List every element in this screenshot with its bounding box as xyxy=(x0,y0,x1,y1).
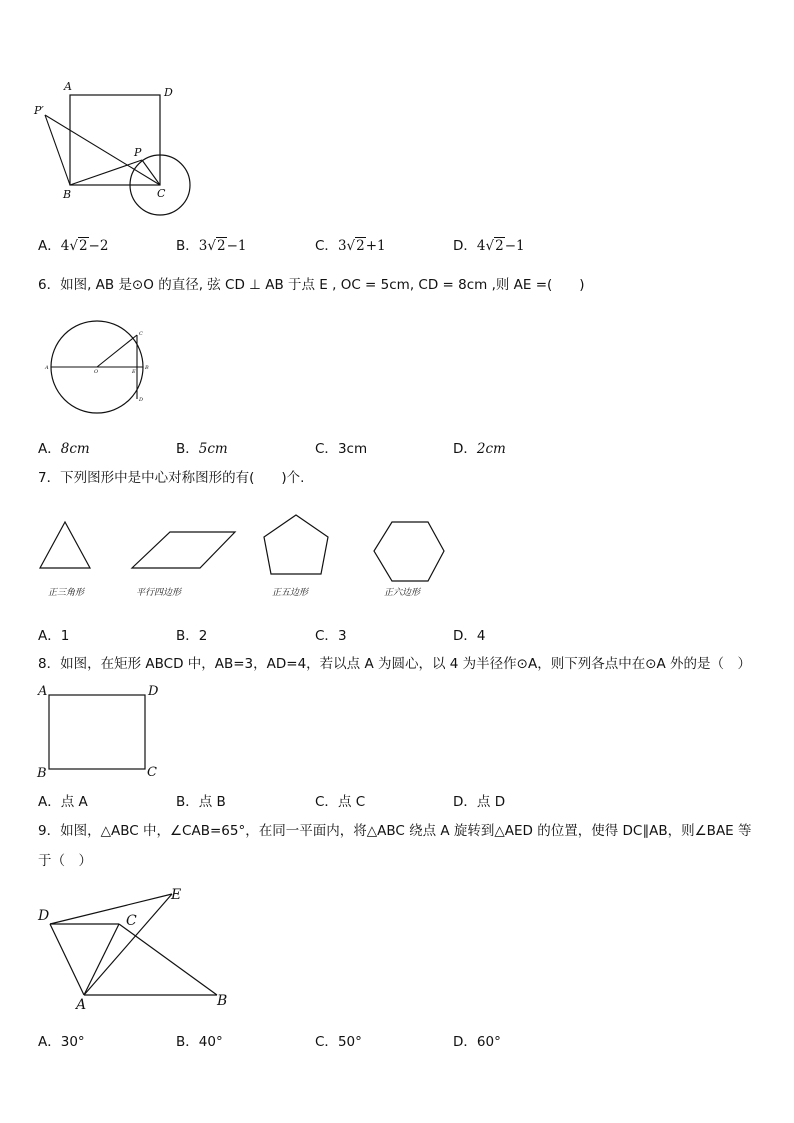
q8-label-a: A xyxy=(38,684,48,699)
q9-option-b[interactable] xyxy=(176,1030,223,1050)
q7-parallelogram-icon xyxy=(132,532,235,568)
option-letter: C． xyxy=(315,794,338,810)
q9-figure xyxy=(34,882,244,1012)
q6-figure xyxy=(40,318,160,418)
q5-segment-bp xyxy=(70,160,142,185)
option-text: 点 B xyxy=(198,794,226,810)
q8-figure xyxy=(34,680,174,780)
q7-triangle-icon xyxy=(40,522,90,568)
q6-stem: 6．如图, AB 是⊙O 的直径, 弦 CD ⊥ AB 于点 E , OC = 5cm, CD = 8cm ,则 AE =( ) xyxy=(38,277,585,293)
option-tail: −1 xyxy=(226,238,247,254)
q6-label-b: B xyxy=(145,365,149,371)
sqrt-icon: √ xyxy=(346,238,356,254)
option-letter: D． xyxy=(453,1034,477,1050)
q5-label-pp: P′ xyxy=(34,104,44,117)
q5-label-a: A xyxy=(64,80,72,93)
option-text: 点 D xyxy=(476,794,506,810)
q5-figure xyxy=(30,78,200,218)
q6-option-a[interactable] xyxy=(38,437,90,457)
q5-option-a[interactable] xyxy=(38,234,108,254)
option-text: 2cm xyxy=(476,441,506,457)
q9-option-d[interactable] xyxy=(453,1030,501,1050)
option-letter: A． xyxy=(38,441,61,457)
q5-segment-ppc xyxy=(45,115,160,185)
q7-label-pentagon: 正五边形 xyxy=(272,588,309,598)
q6-label-c: C xyxy=(139,331,143,337)
q6-option-c[interactable] xyxy=(315,437,367,457)
option-radicand: 2 xyxy=(216,238,226,254)
option-text: 点 C xyxy=(337,794,366,810)
q8-label-b: B xyxy=(37,766,47,781)
q7-hexagon-icon xyxy=(374,522,444,581)
q9-label-b: B xyxy=(217,993,228,1009)
option-letter: B． xyxy=(176,441,199,457)
q9-label-d: D xyxy=(38,908,50,924)
option-letter: B． xyxy=(176,238,199,254)
q9-segment-ae xyxy=(84,894,172,995)
option-coef: 3 xyxy=(337,238,347,254)
option-letter: C． xyxy=(315,441,338,457)
q9-stem-line1: 9．如图，△ABC 中，∠CAB=65°，在同一平面内，将△ABC 绕点 A 旋转到△AED 的位置，使得 DC∥AB，则∠BAE 等 xyxy=(38,823,752,839)
option-text: 8cm xyxy=(60,441,90,457)
option-coef: 4 xyxy=(476,238,486,254)
option-letter: A． xyxy=(38,1034,61,1050)
option-text: 4 xyxy=(476,628,486,644)
option-letter: D． xyxy=(453,238,477,254)
q5-segment-bpp xyxy=(45,115,70,185)
q7-label-hexagon: 正六边形 xyxy=(384,588,421,598)
q5-option-c[interactable] xyxy=(315,234,386,254)
q9-label-a: A xyxy=(76,997,87,1013)
q7-option-d[interactable] xyxy=(453,624,486,644)
option-radicand: 2 xyxy=(495,238,504,254)
option-text: 1 xyxy=(60,628,70,644)
option-text: 50° xyxy=(337,1034,362,1050)
q8-label-d: D xyxy=(148,684,159,699)
option-text: 30° xyxy=(60,1034,85,1050)
option-tail: −2 xyxy=(88,238,109,254)
q5-label-d: D xyxy=(164,86,173,99)
option-radicand: 2 xyxy=(78,238,88,254)
q9-option-c[interactable] xyxy=(315,1030,362,1050)
q7-pentagon-icon xyxy=(264,515,328,574)
q8-rectangle-abcd xyxy=(49,695,145,769)
q6-label-o: O xyxy=(94,369,99,375)
q7-option-c[interactable] xyxy=(315,624,347,644)
q6-option-d[interactable] xyxy=(453,437,506,457)
option-text: 60° xyxy=(476,1034,501,1050)
q7-stem: 7．下列图形中是中心对称图形的有( )个. xyxy=(38,470,305,486)
option-letter: B． xyxy=(176,794,199,810)
q6-label-e: E xyxy=(132,369,136,375)
q7-figure xyxy=(30,510,460,602)
q9-option-a[interactable] xyxy=(38,1030,85,1050)
option-letter: A． xyxy=(38,794,61,810)
q5-square-abcd xyxy=(70,95,160,185)
q6-radius-oc xyxy=(97,335,137,367)
sqrt-icon: √ xyxy=(69,238,78,254)
q8-option-d[interactable] xyxy=(453,790,505,810)
option-letter: A． xyxy=(38,238,61,254)
option-text: 2 xyxy=(198,628,208,644)
option-text: 5cm xyxy=(198,441,228,457)
option-coef: 3 xyxy=(198,238,208,254)
q6-label-d: D xyxy=(139,397,144,403)
option-text: 3 xyxy=(337,628,347,644)
option-text: 3cm xyxy=(337,441,368,457)
q7-label-triangle: 正三角形 xyxy=(48,588,85,598)
q9-segment-ca xyxy=(84,924,119,995)
q7-label-parallelogram: 平行四边形 xyxy=(136,588,182,598)
q8-label-c: C xyxy=(147,765,157,780)
q8-option-b[interactable] xyxy=(176,790,226,810)
q7-option-b[interactable] xyxy=(176,624,207,644)
option-text: 40° xyxy=(198,1034,223,1050)
q5-label-c: C xyxy=(157,187,166,200)
option-letter: C． xyxy=(315,238,338,254)
q9-segment-de xyxy=(50,894,172,924)
q9-segment-da xyxy=(50,924,84,995)
option-letter: C． xyxy=(315,1034,338,1050)
option-tail: −1 xyxy=(504,238,525,254)
q5-option-d[interactable] xyxy=(453,234,525,254)
option-tail: +1 xyxy=(365,238,386,254)
q5-label-p: P xyxy=(134,146,142,159)
option-letter: D． xyxy=(453,628,477,644)
q8-option-a[interactable] xyxy=(38,790,88,810)
option-letter: D． xyxy=(453,441,477,457)
q6-label-a: A xyxy=(45,365,49,371)
q6-option-b[interactable] xyxy=(176,437,228,457)
sqrt-icon: √ xyxy=(485,238,495,254)
q9-label-e: E xyxy=(171,887,182,903)
q7-option-a[interactable] xyxy=(38,624,69,644)
option-letter: A． xyxy=(38,628,61,644)
option-letter: C． xyxy=(315,628,338,644)
q5-segment-pc xyxy=(142,160,160,185)
q9-label-c: C xyxy=(126,913,137,929)
option-radicand: 2 xyxy=(356,238,365,254)
option-letter: B． xyxy=(176,628,199,644)
q9-segment-cb xyxy=(119,924,217,995)
option-letter: D． xyxy=(453,794,477,810)
q5-label-b: B xyxy=(63,188,72,201)
q9-stem-line2: 于（ ） xyxy=(38,853,92,869)
q8-option-c[interactable] xyxy=(315,790,365,810)
option-text: 点 A xyxy=(60,794,88,810)
option-coef: 4 xyxy=(60,238,70,254)
option-letter: B． xyxy=(176,1034,199,1050)
q8-stem: 8．如图，在矩形 ABCD 中，AB=3，AD=4，若以点 A 为圆心，以 4 为半径作⊙A，则下列各点中在⊙A 外的是（ ） xyxy=(38,656,752,672)
q5-option-b[interactable] xyxy=(176,234,246,254)
sqrt-icon: √ xyxy=(207,238,216,254)
